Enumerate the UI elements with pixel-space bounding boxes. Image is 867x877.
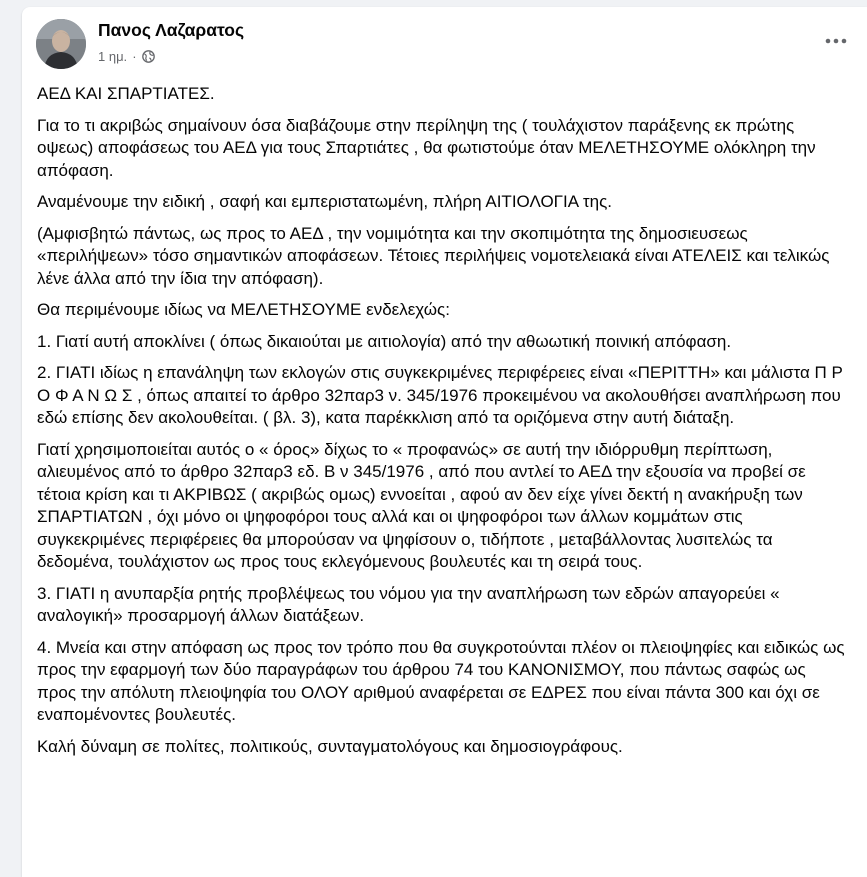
post-time[interactable]: 1 ημ.	[98, 49, 128, 64]
post-text	[37, 83, 849, 767]
post-paragraph: ΑΕΔ ΚΑΙ ΣΠΑΡΤΙΑΤΕΣ.	[37, 84, 215, 103]
avatar-photo-icon	[36, 19, 86, 69]
avatar[interactable]	[36, 19, 86, 69]
post-paragraph: Για το τι ακριβώς σημαίνουν όσα διαβάζουμε στην περίληψη της ( τουλάχιστον παράξενης εκ πρώτης οψεως) αποφάσεως του ΑΕΔ για τους Σπαρτιάτες , θα φωτιστούμε όταν ΜΕΛΕΤΗΣΟΥΜΕ ολόκληρη την απόφαση.	[37, 115, 816, 180]
post-meta	[98, 49, 155, 64]
globe-icon	[142, 50, 155, 63]
post-paragraph: Καλή δύναμη σε πολίτες, πολιτικούς, συνταγματολόγους και δημοσιογράφους.	[37, 736, 623, 756]
post-paragraph: Γιατί χρησιμοποιείται αυτός ο « όρος» δίχως το « προφανώς» σε αυτή την ιδιόρρυθμη περίπτωση, αλιευμένος από το άρθρο 32παρ3 εδ. Β ν 345/1976 , από που αντλεί το ΑΕΔ την εξουσία να προβεί σε τέτοια κρίση και τι ΑΚΡΙΒΩΣ ( ακριβώς ομως) εννοείται , αφού αν δεν είχε γίνει δεκτή η ανακήρυξη των ΣΠΑΡΤΙΑΤΩΝ , όχι μόνο οι ψηφοφόροι τους αλλά και οι ψηφοφόροι των άλλων κομμάτων στις συγκεκριμένες περιφέρειες θα μπορούσαν να ψηφίσουν ο, τιδήποτε , μεταβάλλοντας λυσιτελώς τα δεδομένα, τουλάχιστον ως προς τους εκλεγόμενους βουλευτές και τη σειρά τους.	[37, 439, 806, 571]
meta-separator: ·	[132, 49, 137, 64]
post-paragraph: 3. ΓΙΑΤΙ η ανυπαρξία ρητής προβλέψεως του νόμου για την αναπλήρωση των εδρών απαγορεύει « αναλογική» προσαρμογή άλλων διατάξεων.	[37, 583, 780, 625]
post-paragraph: Αναμένουμε την ειδική , σαφή και εμπεριστατωμένη, πλήρη ΑΙΤΙΟΛΟΓΙΑ της.	[37, 192, 612, 211]
post-paragraph: 1. Γιατί αυτή αποκλίνει ( όπως δικαιούται με αιτιολογία) από την αθωωτική ποινική απόφαση.	[37, 331, 732, 351]
post-paragraph: 2. ΓΙΑΤΙ ιδίως η επανάληψη των εκλογών στις συγκεκριμένες περιφέρειες είναι «ΠΕΡΙΤΤΗ» και μάλιστα Π Ρ Ο Φ Α Ν Ω Σ , όπως απαιτεί το άρθρο 32παρ3 ν. 345/1976 προκειμένου να ακολουθήσει αναπλήρωση που εδώ επίσης δεν ακολουθείται. ( βλ. 3), κατα παρέκκλιση από τα οριζόμενα στην αυτή διάταξη.	[37, 363, 843, 427]
post-header	[22, 7, 867, 79]
post-card	[22, 7, 867, 877]
author-name[interactable]: Πανος Λαζαρατος	[98, 20, 245, 40]
post-paragraph: Θα περιμένουμε ιδίως να ΜΕΛΕΤΗΣΟΥΜΕ ενδελεχώς:	[37, 300, 450, 319]
post-paragraph: 4. Μνεία και στην απόφαση ως προς τον τρόπο που θα συγκροτούνται πλέον οι πλειοψηφίες και ειδικώς ως προς την εφαρμογή των δύο παραγράφων του άρθρου 74 του ΚΑΝΟΝΙΣΜΟΥ, που πάντως σαφώς ως προς την απόλυτη πλειοψηφία του ΟΛΟΥ αριθμού αναφέρεται σε ΕΔΡΕΣ που είναι πάντα 300 και όχι σε εναπομένοντες βουλευτές.	[37, 637, 845, 724]
more-options-icon[interactable]	[821, 29, 851, 53]
post-paragraph: (Αμφισβητώ πάντως, ως προς το ΑΕΔ , την νομιμότητα και την σκοπιμότητα της δημοσιευσεως «περιλήψεων» τόσο σημαντικών αποφάσεων. Τέτοιες περιλήψεις νομοτελειακά είναι ΑΤΕΛΕΙΣ και τελικώς λένε άλλα από την ίδια την απόφαση).	[37, 223, 830, 288]
